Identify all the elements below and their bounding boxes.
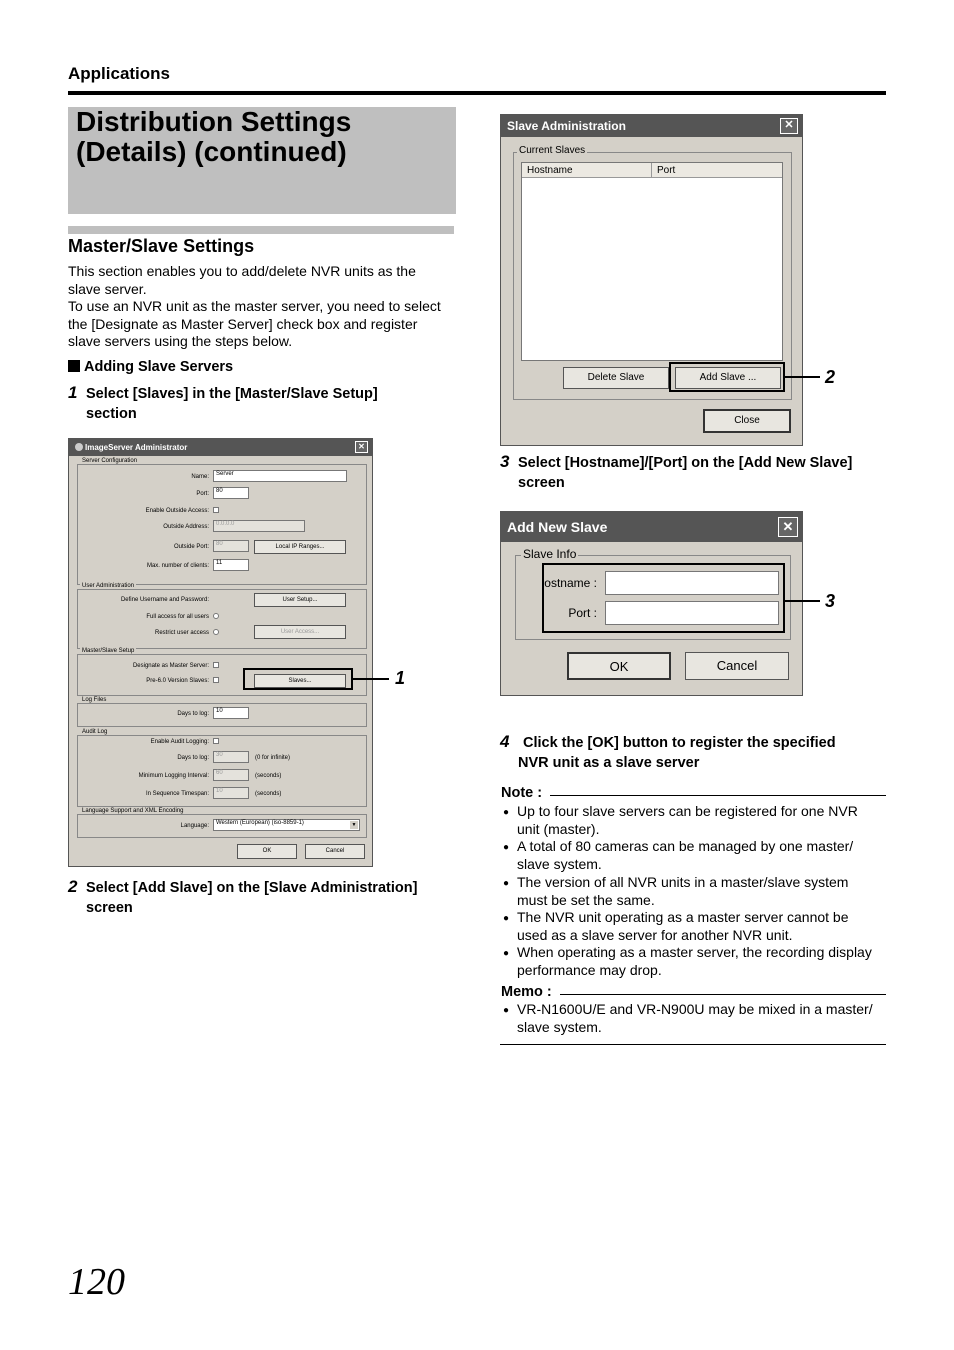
cancel-button[interactable]: Cancel [305, 844, 365, 859]
text-line: performance may drop. [517, 961, 662, 978]
note-item [517, 909, 887, 944]
in-sequence-input[interactable]: 10 [213, 787, 249, 799]
text-line: ● A total of 80 cameras can be managed by one master/ [517, 838, 854, 854]
square-bullet-icon [68, 360, 80, 372]
subheading [68, 358, 233, 378]
text-line: ● VR-N1600U/E and VR-N900U may be mixed in a master/ [517, 1001, 873, 1017]
language-value: Western (European) (iso-8859-1) [216, 820, 304, 826]
port-label: Port : [568, 606, 597, 620]
slaves-button[interactable]: Slaves... [254, 674, 346, 688]
step-2-text [86, 879, 466, 918]
note-item [517, 874, 887, 909]
text-line: the [Designate as Master Server] check box and register [68, 315, 418, 332]
text-line: Select [Hostname]/[Port] on the [Add New Slave] [518, 455, 853, 471]
text-line: slave servers using the steps below. [68, 333, 293, 350]
callout-line [785, 600, 820, 602]
window-title: Slave Administration [507, 119, 626, 133]
user-access-button[interactable]: User Access... [254, 625, 346, 639]
local-ip-ranges-button[interactable]: Local IP Ranges... [254, 540, 346, 554]
field-label: Max. number of clients: [146, 563, 209, 569]
note-label: Note : [501, 785, 543, 801]
hint-text: (seconds) [255, 791, 282, 797]
memo-item [517, 1001, 887, 1036]
group-label: Log Files [82, 697, 107, 703]
text-line: Click the [OK] button to register the specified [523, 735, 836, 751]
slaves-highlight-box [243, 668, 353, 690]
name-input[interactable]: Server [213, 470, 347, 482]
field-label: Pre-6.0 Version Slaves: [146, 678, 209, 684]
step-number: 3 [500, 452, 510, 471]
text-line: ● When operating as a master server, the recording display [517, 944, 872, 960]
min-interval-input[interactable]: 60 [213, 769, 249, 781]
window-titlebar [69, 439, 372, 456]
page-title [68, 107, 456, 167]
step-number: 2 [68, 877, 78, 896]
field-label: Name: [191, 474, 209, 480]
callout-2: 2 [825, 367, 836, 387]
field-label: Days to log: [177, 755, 209, 761]
column-header-port[interactable]: Port [652, 163, 782, 178]
audit-days-input[interactable]: 30 [213, 751, 249, 763]
field-label: Enable Audit Logging: [150, 739, 209, 745]
text-line: NVR unit as a slave server [518, 754, 700, 771]
add-slave-button[interactable]: Add Slave ... [675, 367, 781, 389]
pre60-checkbox[interactable] [213, 677, 219, 683]
text-line: Select [Add Slave] on the [Slave Administration] [86, 880, 418, 896]
field-label: Outside Address: [163, 524, 209, 530]
window-title: Add New Slave [507, 519, 608, 535]
subheading-text: Adding Slave Servers [84, 359, 234, 375]
text-line: Select [Slaves] in the [Master/Slave Setup] [86, 386, 378, 402]
outside-port-input[interactable]: 80 [213, 540, 249, 552]
group-label: Slave Info [523, 547, 577, 561]
window-title: ImageServer Administrator [85, 443, 188, 452]
text-line: ● The version of all NVR units in a master/slave system [517, 874, 849, 890]
page-title-line1: Distribution Settings [76, 106, 352, 137]
section-label: Applications [68, 64, 171, 83]
slaves-list[interactable] [521, 162, 783, 361]
field-label: Define Username and Password: [120, 597, 209, 603]
field-label: Outside Port: [173, 544, 209, 550]
user-setup-button[interactable]: User Setup... [254, 593, 346, 607]
group-label: Server Configuration [82, 458, 138, 464]
callout-line [353, 678, 389, 680]
callout-3: 3 [825, 591, 836, 611]
note-item [517, 944, 887, 979]
section-rule [68, 226, 454, 234]
column-header-hostname[interactable]: Hostname [522, 163, 652, 178]
memo-rule [560, 994, 886, 995]
close-icon[interactable]: ✕ [780, 118, 798, 134]
text-line: slave system. [517, 855, 602, 872]
field-label: Minimum Logging Interval: [138, 773, 209, 779]
slave-admin-window [500, 114, 803, 446]
text-line: ● Up to four slave servers can be registered for one NVR [517, 803, 858, 819]
step-1-text [86, 385, 456, 424]
imageserver-admin-window [68, 438, 373, 867]
hint-text: (0 for infinite) [255, 755, 291, 761]
window-titlebar [501, 512, 802, 542]
field-label: Enable Outside Access: [145, 508, 209, 514]
restrict-access-radio[interactable] [213, 629, 219, 635]
step-3-text [518, 454, 898, 493]
full-access-radio[interactable] [213, 613, 219, 619]
hostname-port-highlight-box [542, 563, 785, 633]
text-line: must be set the same. [517, 891, 655, 908]
outside-address-input[interactable]: 0.0.0.0 [213, 520, 305, 532]
group-label: Master/Slave Setup [82, 648, 135, 654]
enable-audit-checkbox[interactable] [213, 738, 219, 744]
add-slave-highlight-box [669, 362, 785, 392]
text-line: slave system. [517, 1018, 602, 1035]
language-select[interactable] [213, 819, 360, 831]
field-label: Port: [196, 491, 209, 497]
page-title-line2: (Details) (continued) [76, 136, 347, 167]
group-label: Language Support and XML Encoding [82, 808, 184, 814]
field-label: Days to log: [177, 711, 209, 717]
chevron-down-icon: ▼ [351, 822, 357, 828]
callout-1: 1 [395, 668, 406, 688]
field-label: Language: [180, 823, 209, 829]
hostname-label: ostname : [544, 576, 597, 590]
step-number: 4 [500, 732, 510, 751]
close-icon[interactable]: ✕ [355, 441, 368, 453]
text-line: used as a slave server for another NVR unit. [517, 926, 793, 943]
step-4-text [518, 734, 898, 773]
delete-slave-button[interactable]: Delete Slave [563, 367, 669, 389]
close-icon[interactable]: ✕ [778, 517, 798, 537]
page-number: 120 [68, 1261, 125, 1303]
enable-outside-checkbox[interactable] [213, 507, 219, 513]
section-heading: Master/Slave Settings [68, 236, 255, 256]
memo-label: Memo : [501, 984, 552, 1000]
ok-button[interactable]: OK [567, 652, 671, 680]
window-titlebar [501, 115, 802, 137]
text-line: unit (master). [517, 820, 600, 837]
close-button[interactable]: Close [703, 409, 791, 433]
text-line: ● The NVR unit operating as a master server cannot be [517, 909, 849, 925]
ok-button[interactable]: OK [237, 844, 297, 859]
radio-label: Restrict user access [154, 630, 209, 636]
text-line: section [86, 405, 137, 422]
memo-bottom-rule [500, 1044, 886, 1045]
app-icon [75, 443, 83, 451]
group-label: User Administration [82, 583, 135, 589]
group-label: Current Slaves [519, 145, 586, 156]
header-rule [68, 91, 886, 95]
page-title-box [68, 107, 456, 214]
hint-text: (seconds) [255, 773, 282, 779]
intro-paragraph [68, 263, 458, 351]
max-clients-input[interactable]: 11 [213, 559, 249, 571]
note-item [517, 803, 887, 838]
text-line: To use an NVR unit as the master server, you need to select [68, 298, 441, 315]
field-label: Designate as Master Server: [132, 663, 209, 669]
cancel-button[interactable]: Cancel [685, 652, 789, 680]
text-line: screen [86, 899, 133, 916]
note-item [517, 838, 887, 873]
text-line: This section enables you to add/delete NVR units as the [68, 263, 416, 279]
days-to-log-input[interactable]: 10 [213, 707, 249, 719]
text-line: slave server. [68, 280, 147, 297]
text-line: screen [518, 474, 565, 491]
step-number: 1 [68, 383, 78, 402]
designate-master-checkbox[interactable] [213, 662, 219, 668]
radio-label: Full access for all users [146, 614, 209, 620]
port-input[interactable]: 80 [213, 487, 249, 499]
group-label: Audit Log [82, 729, 108, 735]
callout-line [785, 376, 820, 378]
note-rule [550, 795, 886, 796]
field-label: In Sequence Timespan: [145, 791, 209, 797]
